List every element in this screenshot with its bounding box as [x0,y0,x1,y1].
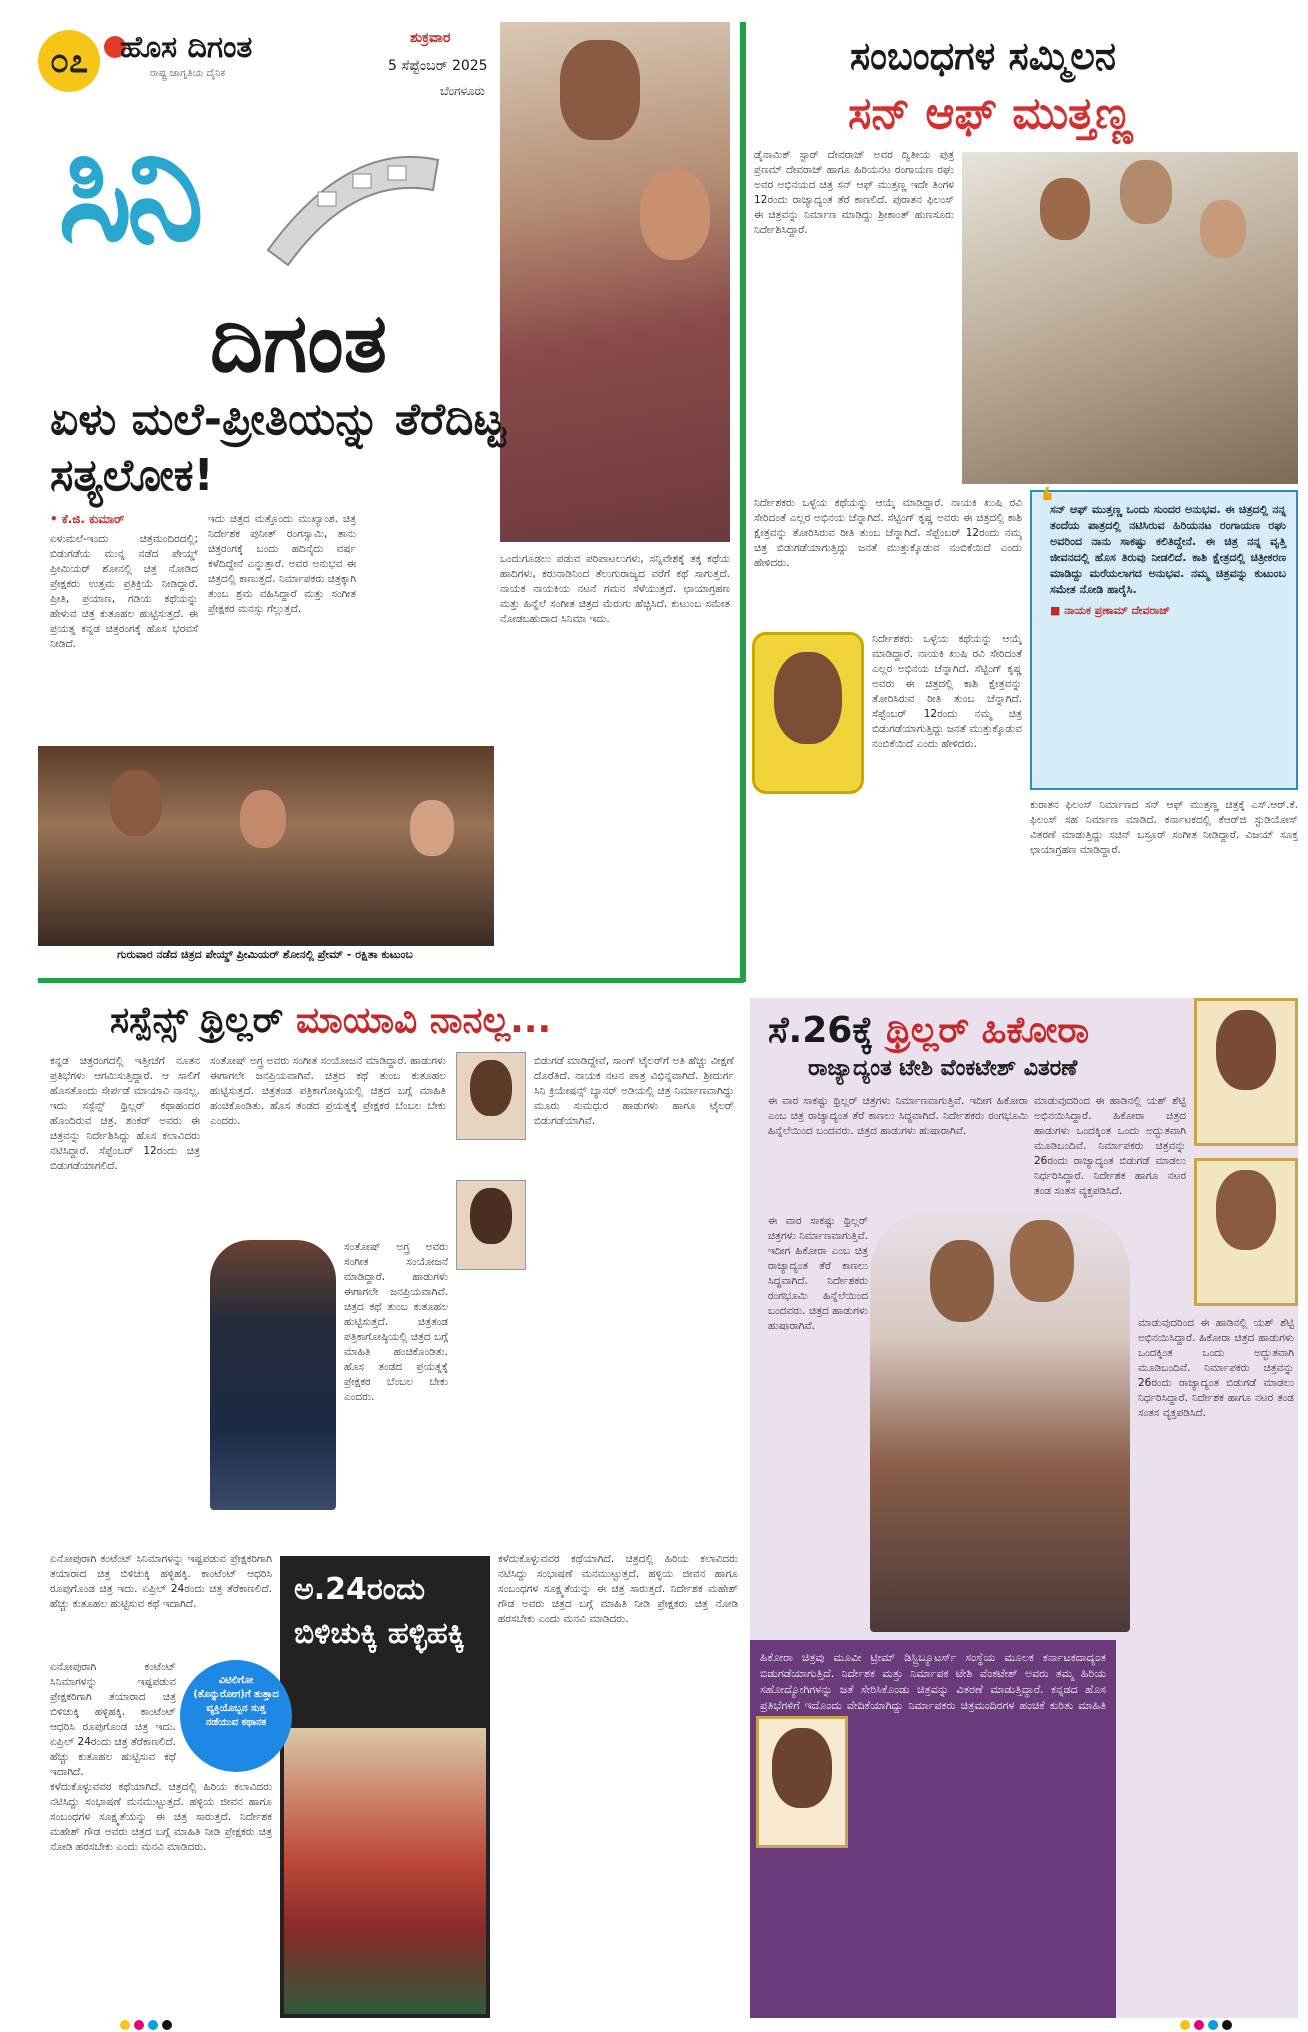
story-suspense-column-3: ಬಿಡುಗಡೆ ಮಾಡಿದ್ದೇವೆ, ಸಾಂಗ್ ಟೈಲರ್‌ಗೆ ಅತಿ ಹೆಚ್ಚು ವೀಕ್ಷಣೆ ದೊರೆತಿದೆ. ನಾಯಕ ನಟನ ಪಾತ್ರ ವಿಭಿನ್ನವಾಗಿದೆ. ಶ್ರೀದುರ್ಗ ಸಿನಿ ಕ್ರಿಯೇಷನ್ಸ್ ಬ್ಯಾನರ್ ಅಡಿಯಲ್ಲಿ ಚಿತ್ರ ನಿರ್ಮಾಣವಾಗಿದ್ದು ಮೂರು ಸುಮಧುರ ಹಾಡುಗಳು ಹಾಗೂ ಟೈಲರ್ ಬಿಡುಗಡೆಯಾಗಿವೆ. [534,1055,734,1127]
page-number: ೦೭ [38,30,100,92]
issue-date: 5 ಸೆಪ್ಟೆಂಬರ್ 2025 [388,58,488,74]
couple-photo [870,1212,1130,1632]
story-suspense-column-1: ಕನ್ನಡ ಚಿತ್ರರಂಗದಲ್ಲಿ ಇತ್ತೀಚೆಗೆ ನೂತನ ಪ್ರತಿಭೆಗಳು ಆಗಮಿಸುತ್ತಿದ್ದಾರೆ. ಆ ಸಾಲಿಗೆ ಹೊಸತೊಂದು ಸೇರ್ಪಡೆ ಮಾಯಾವಿ ನಾನಲ್ಲ. ಇದು ಸಸ್ಪೆನ್ಸ್ ಥ್ರಿಲ್ಲರ್ ಕಥಾಹಂದರ ಹೊಂದಿರುವ ಚಿತ್ರ. ಶಂಕರ್ ಅವರು ಈ ಚಿತ್ರವನ್ನು ನಿರ್ದೇಶಿಸಿದ್ದು ಹೊಸ ಕಲಾವಿದರು ನಟಿಸಿದ್ದಾರೆ. ಸೆಪ್ಟೆಂಬರ್ 12ರಂದು ಚಿತ್ರ ಬಿಡುಗಡೆಯಾಗಲಿದೆ. [50,1055,200,1172]
lead-byline: • ಕೆ.ಜಿ. ಕುಮಾರ್ [50,512,125,526]
story-right-title-highlight: ಸನ್ ಆಫ್ ಮುತ್ತಣ್ಣ [848,88,1133,139]
story-thriller-column-1b: ಈ ವಾರ ಸಾಕಷ್ಟು ಥ್ರಿಲ್ಲರ್ ಚಿತ್ರಗಳು ನಿರ್ಮಾಣವಾಗುತ್ತಿವೆ. ಇದೀಗ ಹಿಕೋರಾ ಎಂಬ ಚಿತ್ರ ರಾಜ್ಯಾದ್ಯಂತ ತೆರೆ ಕಾಣಲು ಸಿದ್ಧವಾಗಿದೆ. ನಿರ್ದೇಶಕರು ರಂಗಭೂಮಿ ಹಿನ್ನೆಲೆಯಿಂದ ಬಂದವರು. ಚಿತ್ರದ ಹಾಡುಗಳು ಹುಷಾರಾಗಿವೆ. [768,1215,868,1332]
story-suspense-title-prefix: ಸಸ್ಪೆನ್ಸ್ ಥ್ರಿಲ್ಲರ್ [110,1000,296,1041]
section-title-diganta: ದಿಗಂತ [210,296,388,391]
film-reel-icon [258,130,448,280]
newspaper-logo: ಹೊಸ ದಿಗಂತ [120,30,253,65]
hero-actress [640,170,710,260]
story-bilichukki-column-1b: ಏನೋಪುರಾಗಿ ಕಂಟೆಂಟ್ ಸಿನಿಮಾಗಳನ್ನು ಇಷ್ಟಪಡುವ ಪ್ರೇಕ್ಷಕರಿಗಾಗಿ ತಯಾರಾದ ಚಿತ್ರ ಬಿಳಿಚುಕ್ಕಿ ಹಳ್ಳಿಹಕ್ಕಿ. ಕಾಂಟೆಂಟ್ ಆಧರಿಸಿ ರೂಪುಗೊಂಡ ಚಿತ್ರ ಇದು. ಏಪ್ರಿಲ್ 24ರಂದು ಚಿತ್ರ ತೆರೆಕಾಣಲಿದೆ. ಹೆಚ್ಚು ಕುತೂಹಲ ಹುಟ್ಟಿಸುವ ಕಥೆ ಇದಾಗಿದೆ. [50,1661,176,1778]
lead-column-2: ಇದು ಚಿತ್ರದ ಮತ್ತೊಂದು ಮುಖ್ಯಾಂಶ. ಚಿತ್ರ ನಿರ್ದೇಶಕ ಪುನೀತ್ ರಂಗಸ್ವಾಮಿ, ತಾನು ಚಿತ್ರರಂಗಕ್ಕೆ ಬಂದು ಹದಿನೈದು ವರ್ಷ ಕಳೆದಿದ್ದೇನೆ ಎನ್ನುತ್ತಾರೆ. ಅವರ ಅನುಭವ ಈ ಚಿತ್ರದಲ್ಲಿ ಕಾಣುತ್ತದೆ. ನಿರ್ಮಾಪಕರು ಚಿತ್ರಕ್ಕಾಗಿ ತುಂಬ ಶ್ರಮ ವಹಿಸಿದ್ದಾರೆ ಮತ್ತು ಸಂಗೀತ ಪ್ರೇಕ್ಷಕರ ಮನಸ್ಸು ಗೆಲ್ಲುತ್ತದೆ. [208,513,356,615]
registration-mark [162,2020,172,2030]
distributor-face [772,1728,832,1808]
premiere-person [110,770,162,836]
poster-title: ಅ.24ರಂದು ಬಿಳಿಚುಕ್ಕಿ ಹಳ್ಳಿಹಕ್ಕಿ [294,1572,465,1651]
registration-mark [1194,2020,1204,2030]
pull-quote-attribution: ■ ನಾಯಕ ಪ್ರಣಾಮ್ ದೇವರಾಜ್ [1050,604,1171,617]
director-face [774,652,842,744]
premiere-person [410,800,454,856]
issue-day: ಶುಕ್ರವಾರ [410,30,451,46]
story-suspense-column-2: ಸಂತೋಷ್ ಅಗ್ರ್ರ ಅವರು ಸಂಗೀತ ಸಂಯೋಜನೆ ಮಾಡಿದ್ದಾರೆ. ಹಾಡುಗಳು ಈಗಾಗಲೇ ಜನಪ್ರಿಯವಾಗಿವೆ. ಚಿತ್ರದ ಕಥೆ ತುಂಬ ಕುತೂಹಲ ಹುಟ್ಟಿಸುತ್ತದೆ. ಚಿತ್ರತಂಡ ಪತ್ರಿಕಾಗೋಷ್ಠಿಯಲ್ಲಿ ಚಿತ್ರದ ಬಗ್ಗೆ ಮಾಹಿತಿ ಹಂಚಿಕೊಂಡಿತು. ಹೊಸ ತಂಡದ ಪ್ರಯತ್ನಕ್ಕೆ ಪ್ರೇಕ್ಷಕರ ಬೆಂಬಲ ಬೇಕು ಎಂದರು. [210,1055,446,1127]
story-right-title: ಸಂಬಂಧಗಳ ಸಮ್ಮಿಲನ [850,34,1116,78]
story-thriller-title-name: ಥ್ರಿಲ್ಲರ್ ಹಿಕೋರಾ [885,1010,1090,1051]
pull-quote-box [1030,490,1298,790]
story-right-column-1: ಡೈನಾಮಿಕ್ ಸ್ಟಾರ್ ದೇವರಾಜ್ ಅವರ ದ್ವಿತೀಯ ಪುತ್ರ ಪ್ರಣಮ್ ದೇವರಾಜ್ ಹಾಗೂ ಹಿರಿಯನಟ ರಂಗಾಯಣ ರಘು ಅವರ ಅಭಿನಯದ ಚಿತ್ರ ಸನ್ ಆಫ್ ಮುತ್ತಣ್ಣ ಇದೇ ತಿಂಗಳ 12ರಂದು ರಾಜ್ಯಾದ್ಯಂತ ತೆರೆ ಕಾಣಲಿದೆ. ಪುರಾತನ ಫಿಲಂಸ್ ಈ ಚಿತ್ರವನ್ನು ನಿರ್ಮಾಣ ಮಾಡಿದ್ದು ಶ್ರೀಕಾಂತ್ ಹುಣಸೂರು ನಿರ್ದೇಶಿಸಿದ್ದಾರೆ. [754,149,954,236]
info-badge: ವಿಟಿಲಿಗೋ (ತೊನ್ನುರೋಗ)ಗೆ ತುತ್ತಾದ ವ್ಯಕ್ತಿಯೊಬ್ಬನ ಸುತ್ತ ನಡೆಯುವ ಕಥಾನಕ [180,1660,292,1772]
section-title-cine: ಸಿನಿ [58,110,199,273]
portrait-face [470,1188,512,1244]
hero-actor [560,40,640,140]
registration-mark [1208,2020,1218,2030]
story-right-column-3: ನಿರ್ದೇಶಕರು ಒಳ್ಳೆಯ ಕಥೆಯನ್ನು ಆಯ್ಕೆ ಮಾಡಿದ್ದಾರೆ. ನಾಯಕಿ ಖುಷಿ ರವಿ ಸೇರಿದಂತೆ ಎಲ್ಲರ ಅಭಿನಯ ಚೆನ್ನಾಗಿದೆ. ಸೆಟ್ಟಿಂಗ್ ಕೃಷ್ಣ ಅವರು ಈ ಚಿತ್ರದಲ್ಲಿ ಕಾಶಿ ಕ್ಷೇತ್ರವನ್ನು ತೋರಿಸಿರುವ ರೀತಿ ತುಂಬ ಚೆನ್ನಾಗಿದೆ. ಸೆಪ್ಟೆಂಬರ್ 12ರಂದು ನಮ್ಮ ಚಿತ್ರ ಬಿಡುಗಡೆಯಾಗುತ್ತಿದ್ದು ಜನತೆ ಮುತ್ತುಕ್ಕೊಡುವ ನಂಬಿಕೆಯಿದೆ ಎಂದು ಹೇಳಿದರು. [872,633,1022,750]
registration-mark [1222,2020,1232,2030]
registration-mark [134,2020,144,2030]
story-right-column-4: ಕುರಾತನ ಫಿಲಂಸ್ ನಿರ್ಮಾಣದ ಸನ್ ಆಫ್ ಮುತ್ತಣ್ಣ ಚಿತ್ರಕ್ಕೆ ಎಸ್.ಆರ್.ಕೆ. ಫಿಲಂಸ್ ಸಹ ನಿರ್ಮಾಣ ಮಾಡಿದೆ. ಕರ್ನಾಟಕದಲ್ಲಿ ಕೆಆರ್‌ಜಿ ಸ್ಟುಡಿಯೋಸ್ ವಿತರಣೆ ಮಾಡುತ್ತಿದ್ದು ಸಚಿನ್ ಬಸ್ರೂರ್ ಸಂಗೀತ ನೀಡಿದ್ದಾರೆ. ವಿಜಯ್ ಸೂಕ್ತ ಛಾಯಾಗ್ರಹಣ ಮಾಡಿದ್ದಾರೆ. [1030,799,1298,856]
logo-tagline: ರಾಷ್ಟ್ರ ಜಾಗೃತಿಯ ದೈನಿಕ [150,68,226,79]
pull-quote-text: ಸನ್ ಆಫ್ ಮುತ್ತಣ್ಣ ಒಂದು ಸುಂದರ ಅನುಭವ. ಈ ಚಿತ್ರದಲ್ಲಿ ನನ್ನ ತಂದೆಯ ಪಾತ್ರದಲ್ಲಿ ನಟಿಸಿರುವ ಹಿರಿಯನಟ ರಂಗಾಯಣ ರಘು ಅವರಿಂದ ನಾನು ಸಾಕಷ್ಟು ಕಲಿತಿದ್ದೇನೆ. ಈ ಚಿತ್ರ ನನ್ನ ವೃತ್ತಿ ಜೀವನದಲ್ಲಿ ಹೊಸ ತಿರುವು ನೀಡಲಿದೆ. ಕಾಶಿ ಕ್ಷೇತ್ರದಲ್ಲಿ ಚಿತ್ರೀಕರಣ ಮಾಡಿದ್ದು ಮರೆಯಲಾಗದ ಅನುಭವ. ನಮ್ಮ ಚಿತ್ರವನ್ನು ಕುಟುಂಬ ಸಮೇತ ನೋಡಿ ಹಾರೈಸಿ. [1050,503,1286,596]
photo-person [1040,178,1090,240]
story-thriller-column-2: ಮಾಡುವುದರಿಂದ ಈ ಹಾಡಿನಲ್ಲಿ ಯಶ್ ಶೆಟ್ಟಿ ಅಭಿನಯಿಸಿದ್ದಾರೆ. ಹಿಕೋರಾ ಚಿತ್ರದ ಹಾಡುಗಳು ಒಂದಕ್ಕಿಂತ ಒಂದು ಅದ್ಭುತವಾಗಿ ಮೂಡಿಬಂದಿವೆ. ನಿರ್ಮಾಪಕರು ಚಿತ್ರವನ್ನು 26ರಂದು ರಾಜ್ಯಾದ್ಯಂತ ಬಿಡುಗಡೆ ಮಾಡಲು ನಿರ್ಧರಿಸಿದ್ದಾರೆ. ನಿರ್ದೇಶಕ ಹಾಗೂ ನಟರ ತಂಡ ಸಂತಸ ವ್ಯಕ್ತಪಡಿಸಿದೆ. [1034,1095,1186,1197]
story-thriller-column-2b: ಮಾಡುವುದರಿಂದ ಈ ಹಾಡಿನಲ್ಲಿ ಯಶ್ ಶೆಟ್ಟಿ ಅಭಿನಯಿಸಿದ್ದಾರೆ. ಹಿಕೋರಾ ಚಿತ್ರದ ಹಾಡುಗಳು ಒಂದಕ್ಕಿಂತ ಒಂದು ಅದ್ಭುತವಾಗಿ ಮೂಡಿಬಂದಿವೆ. ನಿರ್ಮಾಪಕರು ಚಿತ್ರವನ್ನು 26ರಂದು ರಾಜ್ಯಾದ್ಯಂತ ಬಿಡುಗಡೆ ಮಾಡಲು ನಿರ್ಧರಿಸಿದ್ದಾರೆ. ನಿರ್ದೇಶಕ ಹಾಗೂ ನಟರ ತಂಡ ಸಂತಸ ವ್ಯಕ್ತಪಡಿಸಿದೆ. [1138,1317,1294,1419]
portrait-face [1216,1010,1276,1090]
portrait-face [470,1060,512,1116]
singer-photo [210,1240,336,1510]
story-suspense-title-name: ಮಾಯಾವಿ ನಾನಲ್ಲ... [295,1000,552,1041]
portrait-face [1216,1170,1276,1250]
registration-mark [1180,2020,1190,2030]
lead-column-3: ಒಂದುಗೂಡಲು ಪಡುವ ಪರಿಪಾಟಲುಗಳು, ಸನ್ನಿವೇಶಕ್ಕೆ ತಕ್ಕ ಕಥೆಯ ಹಾದಿಗಳು, ಕರುನಾಡಿನಿಂದ ತೆಲುಗುರಾಜ್ಯದ ವರೆಗೆ ಕಥೆ ಸಾಗುತ್ತದೆ. ನಾಯಕ ನಾಯಕಿಯ ನಟನೆ ಗಮನ ಸೆಳೆಯುತ್ತದೆ. ಛಾಯಾಗ್ರಹಣ ಮತ್ತು ಹಿನ್ನೆಲೆ ಸಂಗೀತ ಚಿತ್ರದ ಮೆರುಗು ಹೆಚ್ಚಿಸಿದೆ. ಕುಟುಂಬ ಸಮೇತ ನೋಡಬಹುದಾದ ಸಿನಿಮಾ ಇದು. [500,553,730,625]
story-thriller-column-1: ಈ ವಾರ ಸಾಕಷ್ಟು ಥ್ರಿಲ್ಲರ್ ಚಿತ್ರಗಳು ನಿರ್ಮಾಣವಾಗುತ್ತಿವೆ. ಇದೀಗ ಹಿಕೋರಾ ಎಂಬ ಚಿತ್ರ ರಾಜ್ಯಾದ್ಯಂತ ತೆರೆ ಕಾಣಲು ಸಿದ್ಧವಾಗಿದೆ. ನಿರ್ದೇಶಕರು ರಂಗಭೂಮಿ ಹಿನ್ನೆಲೆಯಿಂದ ಬಂದವರು. ಚಿತ್ರದ ಹಾಡುಗಳು ಹುಷಾರಾಗಿವೆ. [768,1095,1028,1137]
story-right-column-2: ನಿರ್ದೇಶಕರು ಒಳ್ಳೆಯ ಕಥೆಯನ್ನು ಆಯ್ಕೆ ಮಾಡಿದ್ದಾರೆ. ನಾಯಕಿ ಖುಷಿ ರವಿ ಸೇರಿದಂತೆ ಎಲ್ಲರ ಅಭಿನಯ ಚೆನ್ನಾಗಿದೆ. ಸೆಟ್ಟಿಂಗ್ ಕೃಷ್ಣ ಅವರು ಈ ಚಿತ್ರದಲ್ಲಿ ಕಾಶಿ ಕ್ಷೇತ್ರವನ್ನು ತೋರಿಸಿರುವ ರೀತಿ ತುಂಬ ಚೆನ್ನಾಗಿದೆ. ಸೆಪ್ಟೆಂಬರ್ 12ರಂದು ನಮ್ಮ ಚಿತ್ರ ಬಿಡುಗಡೆಯಾಗುತ್ತಿದ್ದು ಜನತೆ ಮುತ್ತುಕ್ಕೊಡುವ ನಂಬಿಕೆಯಿದೆ ಎಂದು ಹೇಳಿದರು. [754,497,1022,569]
quote-mark-icon: ❛ [1040,480,1054,526]
registration-mark [148,2020,158,2030]
premiere-photo-caption: ಗುರುವಾರ ನಡೆದ ಚಿತ್ರದ ಪೇಯ್ಡ್ ಪ್ರೀಮಿಯರ್ ಶೋನಲ್ಲಿ ಪ್ರೇಮ್ - ರಕ್ಷಿತಾ ಕುಟುಂಬ [117,948,413,961]
photo-person [1200,200,1246,258]
divider-horizontal [38,978,744,983]
poster-image [284,1728,486,2014]
story-bilichukki-column-2: ಕಳೆದುಕೊಳ್ಳುವವರ ಕಥೆಯಾಗಿದೆ. ಚಿತ್ರದಲ್ಲಿ ಹಿರಿಯ ಕಲಾವಿದರು ನಟಿಸಿದ್ದು ಸಂಭಾಷಣೆ ಮನಮುಟ್ಟುತ್ತದೆ. ಹಳ್ಳಿಯ ಜೀವನ ಹಾಗೂ ಸಂಬಂಧಗಳ ಸೂಕ್ಷ್ಮತೆಯನ್ನು ಈ ಚಿತ್ರ ಸಾರುತ್ತದೆ. ನಿರ್ದೇಶಕ ಮಹೇಶ್ ಗೌಡ ಅವರು ಚಿತ್ರದ ಬಗ್ಗೆ ಮಾಹಿತಿ ನೀಡಿ ಪ್ರೇಕ್ಷಕರು ಚಿತ್ರ ನೋಡಿ ಹರಸಬೇಕು ಎಂದು ಮನವಿ ಮಾಡಿದರು. [498,1553,738,1625]
story-thriller-title [768,1010,1089,1052]
story-suspense-title [110,1000,551,1042]
premiere-person [240,790,286,848]
lead-column-1: ಏಳುಮಲೆ-ಇಂದು ಚಿತ್ರಮಂದಿರದಲ್ಲಿ; ಬಿಡುಗಡೆಯ ಮುನ್ನ ನಡೆದ ಪೇಯ್ಡ್ ಪ್ರೀಮಿಯರ್ ಶೋನಲ್ಲಿ ಚಿತ್ರ ನೋಡಿದ ಪ್ರೇಕ್ಷಕರು ಉತ್ತಮ ಪ್ರತಿಕ್ರಿಯೆ ನೀಡಿದ್ದಾರೆ. ಪ್ರೀತಿ, ಪ್ರಯಾಣ, ಗಡಿಯ ಕಥೆಯನ್ನು ಹೇಳುವ ಚಿತ್ರ ಕುತೂಹಲ ಹುಟ್ಟಿಸುತ್ತದೆ. ಈ ಪ್ರಯತ್ನ ಕನ್ನಡ ಚಿತ್ರರಂಗಕ್ಕೆ ಹೊಸ ಭರವಸೆ ನೀಡಿದೆ. [50,533,198,650]
photo-person [1120,160,1172,224]
story-thriller-subtitle: ರಾಜ್ಯಾದ್ಯಂತ ಟೇಶಿ ವೆಂಕಟೇಶ್ ವಿತರಣೆ [808,1056,1078,1081]
distribution-text: ಹಿಕೋರಾ ಚಿತ್ರವು ಮೂವೀ ಟ್ರೀಮ್ ಡಿಸ್ಟ್ರಿಬ್ಯೂಟರ್ಸ್ ಸಂಸ್ಥೆಯ ಮೂಲಕ ಕರ್ನಾಟಕದಾದ್ಯಂತ ಬಿಡುಗಡೆಯಾಗುತ್ತಿದೆ. ನಿರ್ದೇಶಕ ಮತ್ತು ನಿರ್ಮಾಪಕ ಟೇಶಿ ವೆಂಕಟೇಶ್ ಅವರು ತಮ್ಮ ಹಿರಿಯ ಸಹೋದ್ಯೋಗಿಗಳನ್ನು ಜತೆ ಸೇರಿಸಿಕೊಂಡು ಚಿತ್ರವನ್ನು ವಿತರಣೆ ಮಾಡುತ್ತಿದ್ದಾರೆ. ಕನ್ನಡದ ಹೊಸ ಪ್ರತಿಭೆಗಳಿಗೆ ಇದೊಂದು ವೇದಿಕೆಯಾಗಿದ್ದು ನಿರ್ಮಾಪಕರು ಚಿತ್ರಮಂದಿರಗಳ ಹಂಚಿಕೆ ಕುರಿತು ಮಾಹಿತಿ [760,1651,1106,1712]
story-bilichukki-column-1: ಏನೋಪುರಾಗಿ ಕಂಟೆಂಟ್ ಸಿನಿಮಾಗಳನ್ನು ಇಷ್ಟಪಡುವ ಪ್ರೇಕ್ಷಕರಿಗಾಗಿ ತಯಾರಾದ ಚಿತ್ರ ಬಿಳಿಚುಕ್ಕಿ ಹಳ್ಳಿಹಕ್ಕಿ. ಕಾಂಟೆಂಟ್ ಆಧರಿಸಿ ರೂಪುಗೊಂಡ ಚಿತ್ರ ಇದು. ಏಪ್ರಿಲ್ 24ರಂದು ಚಿತ್ರ ತೆರೆಕಾಣಲಿದೆ. ಹೆಚ್ಚು ಕುತೂಹಲ ಹುಟ್ಟಿಸುವ ಕಥೆ ಇದಾಗಿದೆ. [50,1553,272,1610]
actor-face [1010,1220,1074,1302]
actress-face [930,1240,994,1322]
story-suspense-column-2b: ಸಂತೋಷ್ ಅಗ್ರ್ರ ಅವರು ಸಂಗೀತ ಸಂಯೋಜನೆ ಮಾಡಿದ್ದಾರೆ. ಹಾಡುಗಳು ಈಗಾಗಲೇ ಜನಪ್ರಿಯವಾಗಿವೆ. ಚಿತ್ರದ ಕಥೆ ತುಂಬ ಕುತೂಹಲ ಹುಟ್ಟಿಸುತ್ತದೆ. ಚಿತ್ರತಂಡ ಪತ್ರಿಕಾಗೋಷ್ಠಿಯಲ್ಲಿ ಚಿತ್ರದ ಬಗ್ಗೆ ಮಾಹಿತಿ ಹಂಚಿಕೊಂಡಿತು. ಹೊಸ ತಂಡದ ಪ್ರಯತ್ನಕ್ಕೆ ಪ್ರೇಕ್ಷಕರ ಬೆಂಬಲ ಬೇಕು ಎಂದರು. [344,1241,448,1403]
divider-vertical [740,22,746,982]
story-bilichukki-column-1c: ಕಳೆದುಕೊಳ್ಳುವವರ ಕಥೆಯಾಗಿದೆ. ಚಿತ್ರದಲ್ಲಿ ಹಿರಿಯ ಕಲಾವಿದರು ನಟಿಸಿದ್ದು ಸಂಭಾಷಣೆ ಮನಮುಟ್ಟುತ್ತದೆ. ಹಳ್ಳಿಯ ಜೀವನ ಹಾಗೂ ಸಂಬಂಧಗಳ ಸೂಕ್ಷ್ಮತೆಯನ್ನು ಈ ಚಿತ್ರ ಸಾರುತ್ತದೆ. ನಿರ್ದೇಶಕ ಮಹೇಶ್ ಗೌಡ ಅವರು ಚಿತ್ರದ ಬಗ್ಗೆ ಮಾಹಿತಿ ನೀಡಿ ಪ್ರೇಕ್ಷಕರು ಚಿತ್ರ ನೋಡಿ ಹರಸಬೇಕು ಎಂದು ಮನವಿ ಮಾಡಿದರು. [50,1781,272,1853]
registration-mark [120,2020,130,2030]
lead-headline: ಏಳು ಮಲೆ-ಪ್ರೀತಿಯನ್ನು ತೆರೆದಿಟ್ಟ ಸತ್ಯಲೋಕ! [50,394,506,501]
story-thriller-title-date: ಸೆ.26ಕ್ಕೆ [768,1010,886,1051]
issue-city: ಬೆಂಗಳೂರು [440,84,485,98]
